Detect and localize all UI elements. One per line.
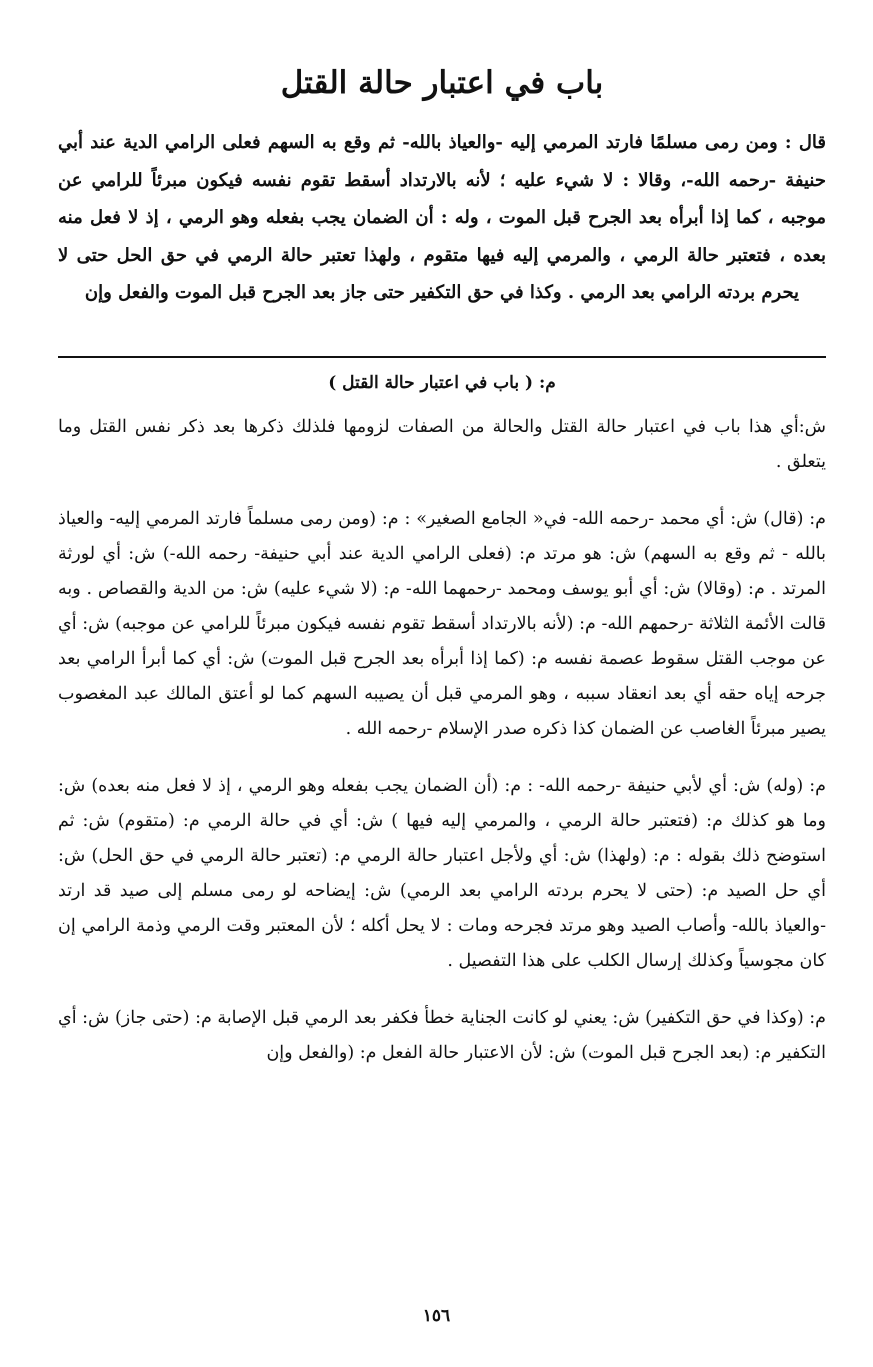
chapter-title: باب في اعتبار حالة القتل: [280, 65, 604, 101]
page-content: [58, 58, 826, 1093]
page-number: ١٥٦: [422, 1306, 451, 1326]
divider-line: [58, 356, 826, 358]
commentary-heading: م: ( باب في اعتبار حالة القتل ): [328, 372, 556, 393]
matn-text: قال : ومن رمى مسلمًا فارتد المرمي إليه -والعياذ بالله- ثم وقع به السهم فعلى الرامي الدية عند أبي حنيفة -رحمه الله-، وقالا : لا شيء عليه ؛ لأنه بالارتداد أسقط تقوم نفسه فيكون مبرئاً للرامي عن موجبه ، كما إذا أبرأه بعد الجرح قبل الموت ، وله : أن الضمان يجب بفعله وهو الرمي ، إذ لا فعل منه بعده ، فتعتبر حالة الرمي ، والمرمي إليه فيها متقوم ، ولهذا تعتبر حالة الرمي في حق الحل حتى لا يحرم بردته الرامي بعد الرمي . وكذا في حق التكفير حتى جاز بعد الجرح قبل الموت والفعل وإن: [58, 132, 826, 303]
commentary-paragraph-1: ش:أي هذا باب في اعتبار حالة القتل والحالة من الصفات لزومها فلذلك ذكرها بعد ذكر نفس القتل وما يتعلق .: [58, 416, 826, 472]
commentary-paragraph-4: م: (وكذا في حق التكفير) ش: يعني لو كانت الجناية خطأ فكفر بعد الرمي قبل الإصابة م: (حتى جاز) ش: أي التكفير م: (بعد الجرح قبل الموت) ش: لأن الاعتبار حالة الفعل م: (والفعل وإن: [58, 1007, 826, 1063]
commentary-paragraph-3: م: (وله) ش: أي لأبي حنيفة -رحمه الله- : م: (أن الضمان يجب بفعله وهو الرمي ، إذ لا فعل منه بعده) ش: وما هو كذلك م: (فتعتبر حالة الرمي ، والمرمي إليه فيها ) ش: أي في حالة الرمي م: (متقوم) ش: ثم استوضح ذلك بقوله : م: (ولهذا) ش: أي ولأجل اعتبار حالة الرمي م: (تعتبر حالة الرمي في حق الحل) ش: أي حل الصيد م: (حتى لا يحرم بردته الرامي بعد الرمي) ش: إيضاحه لو رمى مسلم إلى صيد قد ارتد -والعياذ بالله- وأصاب الصيد وهو مرتد فجرحه ومات : لا يحل أكله ؛ لأن المعتبر وقت الرمي وذمة الرامي إن كان مجوسياً وكذلك إرسال الكلب على هذا التفصيل .: [58, 775, 826, 971]
commentary-paragraph-2: م: (قال) ش: أي محمد -رحمه الله- في« الجامع الصغير» : م: (ومن رمى مسلماً فارتد المرمي إليه- والعياذ بالله - ثم وقع به السهم) ش: هو مرتد م: (فعلى الرامي الدية عند أبي حنيفة- رحمه الله-) ش: أي لورثة المرتد . م: (وقالا) ش: أي أبو يوسف ومحمد -رحمهما الله- م: (لا شيء عليه) ش: من الدية والقصاص . وبه قالت الأئمة الثلاثة -رحمهم الله- م: (لأنه بالارتداد أسقط تقوم نفسه فيكون مبرئاً للرامي عن موجبه) ش: أي عن موجب القتل سقوط عصمة نفسه م: (كما إذا أبرأه بعد الجرح قبل الموت) ش: أي كما أبرأ الرامي بعد جرحه إياه حقه أي بعد انعقاد سببه ، وهو المرمي قبل أن يصيبه السهم كما لو أعتق المالك عبد المغصوب يصير مبرئاً الغاصب عن الضمان كذا ذكره صدر الإسلام -رحمه الله .: [58, 508, 826, 739]
